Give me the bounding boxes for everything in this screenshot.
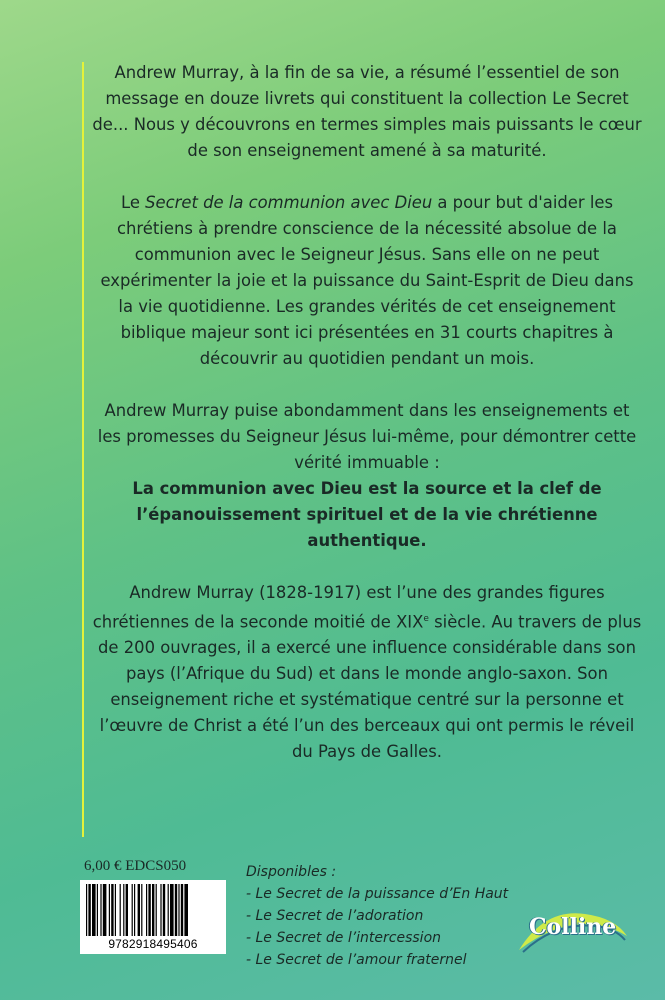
barcode-bar [148, 884, 150, 936]
barcode-bar [181, 884, 183, 936]
barcode-bar [120, 884, 121, 936]
barcode-bar [109, 884, 110, 936]
barcode-bar [156, 884, 157, 936]
barcode-bar [170, 884, 174, 936]
barcode-bar [138, 884, 140, 936]
barcode-bar [168, 884, 169, 936]
available-title-heading: Disponibles : [246, 864, 337, 880]
available-item: - Le Secret de la puissance d’En Haut [246, 886, 509, 902]
back-cover-text [92, 60, 642, 791]
barcode-bar [132, 884, 133, 936]
isbn-number: 9782918495406 [108, 937, 198, 951]
barcode-bar [160, 884, 161, 936]
barcode-bar [163, 884, 165, 936]
paragraph-author-bio: Andrew Murray (1828-1917) est l’une des grandes figures chrétiennes de la seconde moitié de XIXe siècle. Au travers de plus de 200 ouvrages, il a exercé une influence considérable dans son pays (l’Afrique du Sud) et dans le monde anglo-saxon. Son enseignement riche et systématique centré sur la personne et l’œuvre de Christ a été l’un des berceaux qui ont permis le réveil du Pays de Galles. [92, 583, 642, 762]
barcode-bar [115, 884, 116, 936]
book-title: Secret de la communion avec Dieu [145, 193, 433, 212]
barcode-bar [97, 884, 98, 936]
barcode-bar [184, 884, 188, 936]
paragraph-intro: Andrew Murray, à la fin de sa vie, a résumé l’essentiel de son message en douze livrets qui constituent la collection Le Secret de... Nous y découvrons en termes simples mais puissants le cœur de son enseignement amené à sa maturité. [92, 63, 642, 160]
paragraph-purpose: Le Secret de la communion avec Dieu a pour but d'aider les chrétiens à prendre conscience de la nécessité absolue de la communion avec le Seigneur Jésus. Sans elle on ne peut expérimenter la joie et la puissance du Saint-Esprit de Dieu dans la vie quotidienne. Les grandes vérités de cet enseignement biblique majeur sont ici présentées en 31 courts chapitres à découvrir au quotidien pendant un mois. [100, 193, 634, 368]
barcode-bar [141, 884, 142, 936]
barcode-bars [86, 884, 220, 936]
accent-bar [82, 62, 84, 837]
publisher-name: Colline [529, 914, 617, 940]
barcode-bar [123, 884, 124, 936]
barcode-bar [92, 884, 96, 936]
barcode-bar [100, 884, 101, 936]
barcode-bar [178, 884, 179, 936]
barcode-bar [86, 884, 87, 936]
available-item: - Le Secret de l’amour fraternel [246, 952, 467, 968]
barcode-bar [111, 884, 113, 936]
paragraph-truth: Andrew Murray puise abondamment dans les enseignements et les promesses du Seigneur Jésus lui-même, pour démontrer cette vérité immuable : La communion avec Dieu est la source et la clef de l’épanouissement spirituel et de la vie chrétienne authentique. [97, 401, 637, 550]
barcode-bar [103, 884, 107, 936]
publisher-logo [515, 902, 630, 957]
barcode [80, 880, 226, 954]
available-titles [246, 861, 508, 971]
key-truth: La communion avec Dieu est la source et la clef de l’épanouissement spirituel et de la vie chrétienne authentique. [132, 479, 602, 550]
available-item: - Le Secret de l’intercession [246, 930, 442, 946]
barcode-bar [88, 884, 90, 936]
barcode-bar [126, 884, 128, 936]
barcode-bar [175, 884, 177, 936]
barcode-bar [152, 884, 154, 936]
available-item: - Le Secret de l’adoration [246, 908, 424, 924]
price-reference: 6,00 € EDCS050 [84, 858, 187, 874]
barcode-bar [134, 884, 135, 936]
barcode-bar [146, 884, 147, 936]
